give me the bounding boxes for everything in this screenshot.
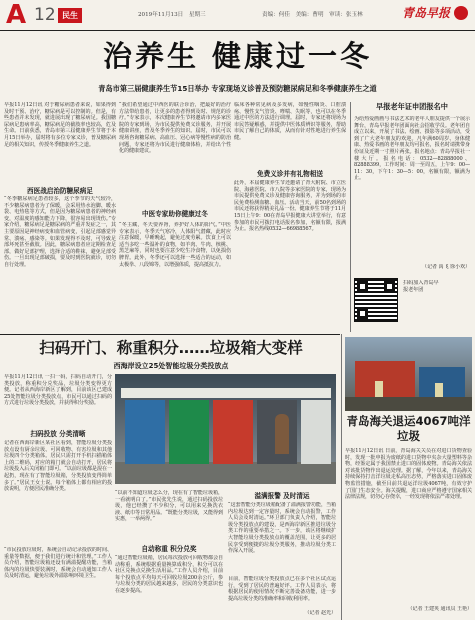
story2-subhead: 西海岸设立25处智能垃圾分类投放点 — [113, 362, 229, 370]
editor-line: 责编：何佳 美编：曹明 审读：张玉林 — [262, 12, 363, 18]
sidebar-divider — [350, 102, 351, 332]
story2-col2-body2: “通过智能垃圾箱，居民每次投放可回收物都会自动称重，系统根据重量换算成积分，积分可以在社区兑换点兑换生活用品。”工作人员介绍，目前每个投放点平均每天可回收垃圾200余公斤，参与垃圾分类的居民越来越多，居民的分类意识也在逐步提高。 — [115, 555, 223, 594]
qr-code-icon[interactable] — [354, 278, 398, 322]
customs-photo — [345, 337, 472, 411]
lead-col3-subhead: 免费义诊并有礼物相送 — [257, 170, 323, 178]
lead-col1-body: “冬季糖尿病足患者较多，这个季节的天气较冷，不少糖尿病患者为了保暖，会采用热水泡脚、暖水袋、电热毯等方式，但是因为糖尿病患者的神经病变，对温度的感知能力下降，很容易出现烫伤。”专家介绍，糖尿病足是糖尿病的严重并发症之一，其主要原因是神经病变和血管病变，引起足部感觉异常、溃疡、感染等。如果发现得不及时，可导致足部坏死甚至截肢。因此，糖尿病患者应定期检查足部，做好足部护理，选择合适的鞋袜，避免足部受伤。一旦出现足部破损，要及时到医院就诊，切勿自行处理。 — [4, 196, 116, 268]
date-line: 2019年11月13日 星期三 — [138, 12, 206, 18]
page-header — [0, 0, 475, 30]
garbage-station-photo — [115, 374, 336, 484]
story3-byline: （记者 王建英 通讯员 王艳） — [407, 606, 472, 612]
lead-col1-intro: 早报11月12日讯 对于糖尿病患者来说，如果得到及时干预、治疗，糖尿病是可以控制的。但是，有些患者并未发现，就进展出现了糖尿病足。我国糖尿病足患病率高，糖尿病足的截肢率也较高，危及生命。日前获悉，青岛市第三届健康养生节将于本月15日举办，届时将有多位专家义诊，普及糖尿病足的相关知识，传授冬季健康养生之道。 — [4, 102, 116, 148]
story2-col3-body: “这套智能分类垃圾箱配备了溢满报警功能，当箱内垃圾达到一定容量时，系统会自动报警，工作人员会及时清运。”环卫部门负责人介绍，智能垃圾分类投放点的建设，是西海岸新区推进垃圾分类工作的重要举措之一。下一步，该区将继续扩大智能垃圾分类投放点的覆盖范围，让更多的居民享受到便捷的垃圾分类服务，推动垃圾分类工作深入开展。 — [228, 502, 336, 555]
lead-col2-subhead: 中医专家助你健康过冬 — [142, 210, 208, 218]
story3-divider — [341, 334, 342, 620]
lead-col3-body: 临床各种常见病及多发病，如慢性咽炎、口腔溃疡、慢性支气管炎、哮喘、失眠等，也可以在冬季通过中医的方法进行调理。届时，专家还将现场为市民答疑解惑，并提供中医体质辨识等服务，帮助市民了解自己的体质，从而有针对性地进行养生保健。 — [234, 102, 346, 141]
story2-col2-body: “以前不知道垃圾怎么分，现在有了智能垃圾箱，一看就明白了。”市民张先生说，通过扫码投放垃圾，他已经攒了不少积分，可以用来兑换洗衣液、纸巾等日常用品。“既能分类垃圾，又能得到实惠，一举两得。” — [115, 490, 223, 523]
story2-col3-body2: 目前，智能垃圾分类投放点已在多个社区试点运行，受到了居民的普遍好评。工作人员表示，将根据居民的使用情况不断完善设备功能，进一步提高垃圾分类的准确率和回收利用率。 — [228, 576, 336, 602]
story2-col2-subhead: 自动称重 积分兑奖 — [141, 545, 197, 553]
story2-col1-subhead: 扫码投放 分类清晰 — [30, 430, 86, 438]
story2-col1-body2: “市民投放垃圾时，系统会自动记录投放的时间、重量等数据，便于我们进行统计和管理。”工作人员介绍，智能垃圾箱还设有满溢提醒功能，当箱体内的垃圾快要装满时，系统会自动通知工作人员及时清运，避免垃圾外溢影响环境卫生。 — [4, 547, 112, 580]
story2-top-rule — [0, 334, 340, 335]
lead-headline: 治养生 健康过一冬 — [102, 39, 373, 73]
story2-col3-subhead: 溢满报警 及时清运 — [254, 492, 310, 500]
qr-caption: 扫码加入青岛早报老年团 — [403, 280, 439, 293]
lead-col2-body: “我们希望通过中西医的联合诊治，把最好的治疗方法带给患者，让更多的患者得到及时、规范的诊疗。”专家表示，本次健康养生节将邀请市内多家医院的专家到场，为市民提供免费义诊服务，并开展健康讲座，普及冬季养生的知识。届时，市民可以现场咨询糖尿病、高血压、冠心病等慢性病的防治问题，专家还将为市民进行健康体检，并给出个性化的健康建议。 — [119, 102, 231, 155]
story2-headline: 扫码开门、称重积分……垃圾箱大变样 — [39, 339, 303, 357]
story3-body: 早报11月12日讯 日前，青岛海关关员在对进口货物查验时，发现一批申报为废纸的进口货物中夹杂大量塑料等杂物，经鉴定属于我国禁止进口的固体废物。青岛海关依法对该批货物作出退运处理。据了解，今年以来，青岛海关持续保持打击洋垃圾走私高压态势，严格落实进口固体废物监管措施，截至目前共退运洋垃圾4067吨，有效守护了国门生态安全。海关提醒，进口商应严格遵守国家相关法律法规，切勿心存侥幸，一经发现将依法严肃处理。 — [345, 448, 472, 501]
header-rule — [0, 30, 475, 31]
lead-col3-body2: 此外，本届健康养生节还邀请了青大附院、市立医院、海慈医院、市八院等多家医院的专家，现场为市民提供免费义诊及健康咨询服务，并为到场的市民免费检测血糖、血压。活动当天，前50名到场的市民还将获得精美礼品一份。健康养生节将于11月15日上午9：00在青岛早报健康大讲堂举行，有意参加的市民可拨打电话报名参加，名额有限，报满为止。报名热线0532—66988567。 — [234, 180, 346, 233]
story2-byline: （记者 赵光） — [304, 610, 336, 616]
brand-logo-icon — [454, 6, 468, 20]
lead-col1-subhead: 西医战启治防糖尿病足 — [27, 187, 93, 195]
story3-headline: 青岛海关退运4067吨洋垃圾 — [346, 414, 471, 443]
section-letter: A — [6, 0, 27, 30]
story2-col1-intro: 早报11月12日讯 一扫一码，扫码自动开门，分类投放，称重积分兑奖品，垃圾分类变得更方便。记者从西海岸新区了解到，目前该区已建成25处智能垃圾分类投放点，市民可以通过扫码的方式进行垃圾分类投放，并获得积分奖励。 — [4, 374, 112, 407]
sidebar-body: 为给热爱画画与书法艺术的老年人朋友提供一个展示舞台，青岛早报老年团面向社会招收学员。老年团自成立以来，开展了书法、绘画、摄影等多项活动，受到了广大老年朋友的欢迎。凡年满60周岁、身体健康、热爱书画的老年朋友均可报名，报名时请携带身份证及近期一寸照片两张。报名地点：青岛早报社一楼大厅。报名电话：0532—82888000、82888399，工作时间：周一至周五，上午9：00—11：30，下午1：30—5：00，名额有限，额满为止。 — [354, 116, 470, 182]
sidebar-title: 早报老年证申团报名中 — [376, 102, 448, 111]
page-number: 12 — [34, 5, 56, 25]
lead-col2-body2: “冬主藏，冬天要养肾，养护好人体的阳气。”中医专家表示，冬季天气寒冷，人体阳气潜藏，此时应注意保暖，早睡晚起，避免过度劳累。饮食上可以适当多吃一些温补的食物，如羊肉、牛肉、核桃、黑芝麻等，同时也要注意少吃生冷食物，以免损伤脾胃。此外，冬季还可以选择一些适合的运动，如太极拳、八段锦等，以增强体质，提高抵抗力。 — [119, 222, 231, 268]
brand-name: 青岛早报 — [402, 6, 451, 20]
lead-subhead: 青岛市第三届健康养生节15日举办 专家现场义诊普及预防糖尿病足和冬季健康养生之道 — [98, 84, 377, 93]
sidebar-byline: （记者 禹飞 徐小欢） — [422, 264, 470, 270]
section-name: 民生 — [62, 11, 78, 20]
story2-col1-body: 记者在西海岸新区某社区看到，智能垃圾分类投放点设有厨余垃圾、可回收物、有害垃圾和其他垃圾四个分类箱体。居民只需打开手机扫描箱体上的二维码，对应的箱门就会自动打开，居民将垃圾投入后关闭箱门即可。“以前垃圾都是混在一起扔，现在有了智能垃圾箱，分类投放变得简单多了。”居民王女士说。每个箱体上都有相应的投放说明，方便居民准确分类。 — [4, 440, 112, 493]
